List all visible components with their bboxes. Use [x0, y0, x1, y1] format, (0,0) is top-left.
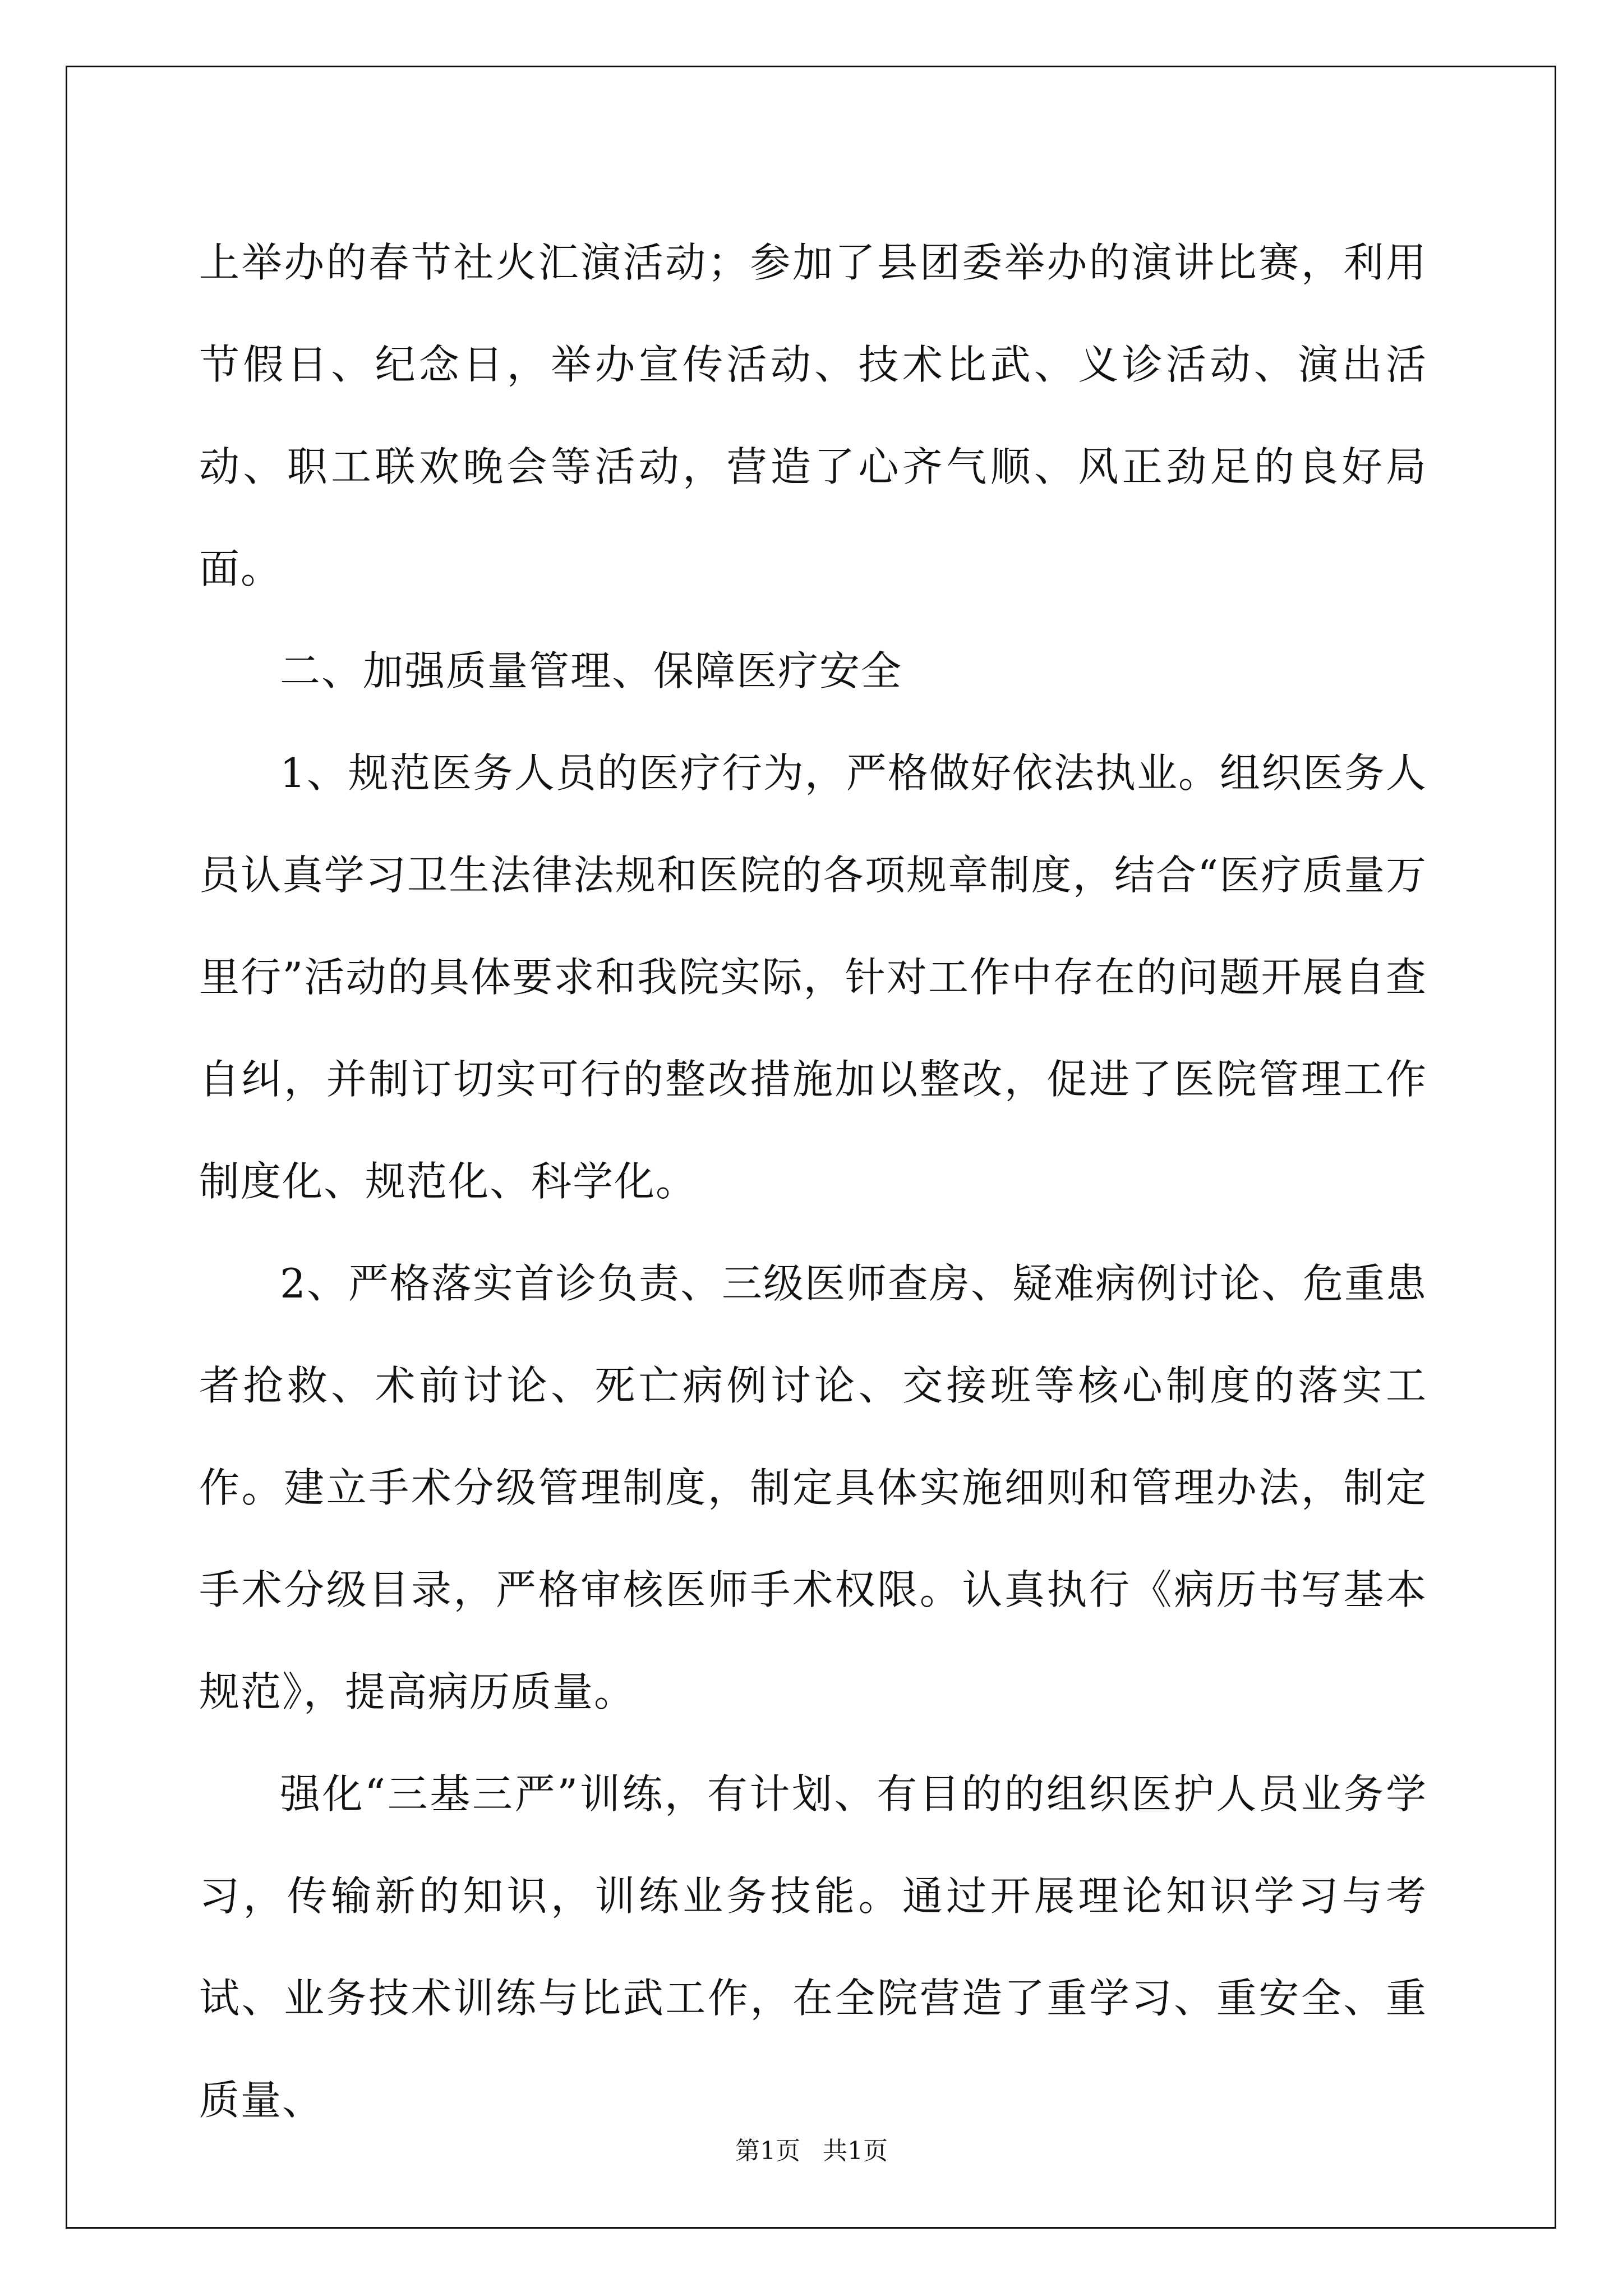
page-footer: [0, 2131, 1623, 2166]
paragraph-training: 强化“三基三严”训练，有计划、有目的的组织医护人员业务学习，传输新的知识，训练业务技能。通过开展理论知识学习与考试、业务技术训练与比武工作，在全院营造了重学习、重安全、重质量、: [199, 1770, 1427, 2124]
page-total: 共1页: [823, 2137, 888, 2165]
page-number: 第1页: [735, 2137, 800, 2165]
paragraph-item-1: 1、规范医务人员的医疗行为，严格做好依法执业。组织医务人员认真学习卫生法律法规和医院的各项规章制度，结合“医疗质量万里行”活动的具体要求和我院实际，针对工作中存在的问题开展自查自纠，并制订切实可行的整改措施加以整改，促进了医院管理工作制度化、规范化、科学化。: [199, 749, 1427, 1205]
paragraph-item-2: 2、严格落实首诊负责、三级医师查房、疑难病例讨论、危重患者抢救、术前讨论、死亡病例讨论、交接班等核心制度的落实工作。建立手术分级管理制度，制定具体实施细则和管理办法，制定手术分级目录，严格审核医师手术权限。认真执行《病历书写基本规范》，提高病历质量。: [199, 1260, 1427, 1715]
paragraph-continuation: 上举办的春节社火汇演活动；参加了县团委举办的演讲比赛，利用节假日、纪念日，举办宣传活动、技术比武、义诊活动、演出活动、职工联欢晚会等活动，营造了心齐气顺、风正劲足的良好局面。: [199, 239, 1427, 592]
document-body: [199, 211, 1427, 2151]
section-heading: 二、加强质量管理、保障医疗安全: [280, 647, 903, 694]
